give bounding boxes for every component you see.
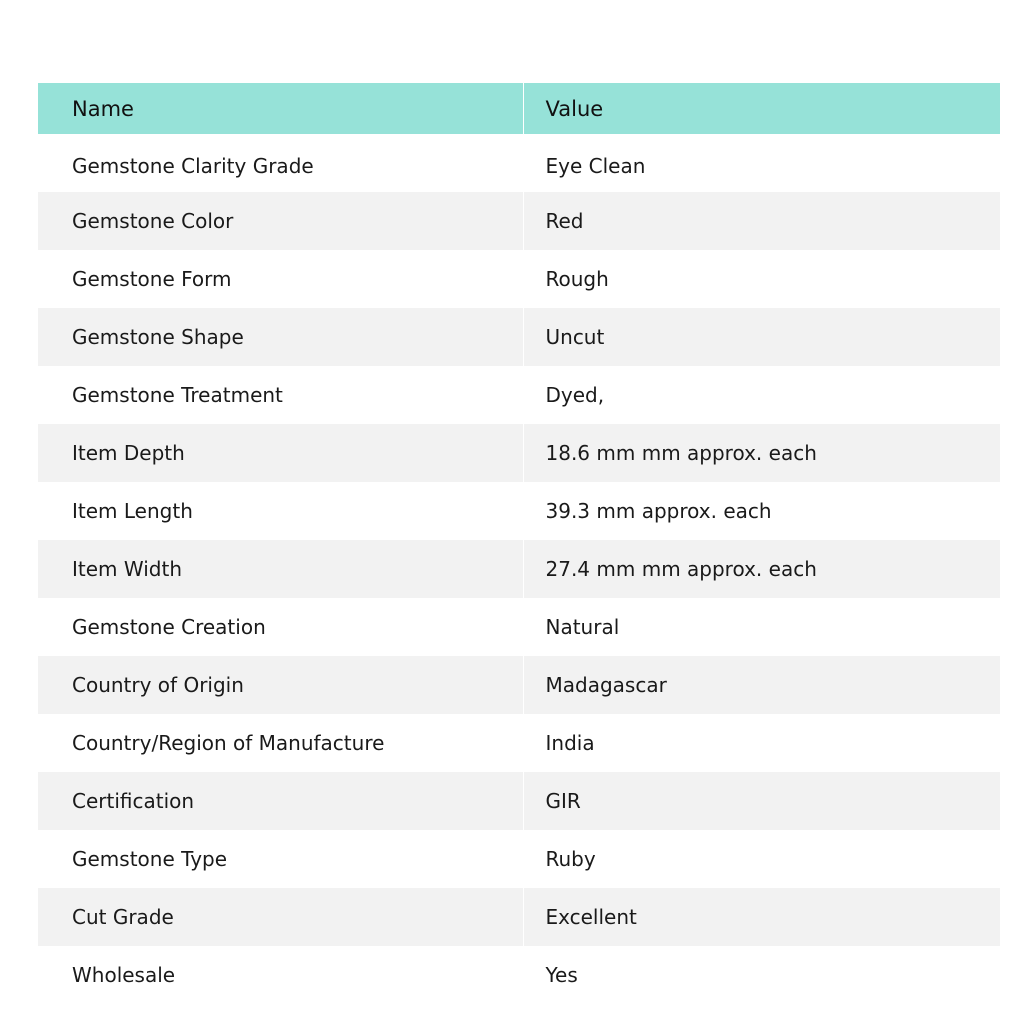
row-value-cell: 27.4 mm mm approx. each — [523, 540, 1000, 598]
column-header-name: Name — [72, 96, 134, 121]
row-value-cell: Rough — [523, 250, 1000, 308]
row-name-cell: Gemstone Form — [72, 267, 232, 291]
row-value-cell: Yes — [523, 946, 1000, 1004]
row-value-cell: India — [523, 714, 1000, 772]
specifications-table — [38, 83, 1000, 1004]
table-row — [38, 946, 1000, 1004]
row-name-cell: Certification — [72, 789, 195, 813]
table-row — [38, 540, 1000, 598]
row-value-cell: Red — [523, 192, 1000, 250]
specifications-table-container — [38, 83, 1000, 1004]
table-row — [38, 366, 1000, 424]
row-name-cell: Item Depth — [72, 441, 185, 465]
row-value-cell: Madagascar — [523, 656, 1000, 714]
row-name-cell: Gemstone Color — [72, 209, 234, 233]
table-row — [38, 830, 1000, 888]
row-name-cell: Cut Grade — [72, 905, 174, 929]
row-name-cell: Item Width — [72, 557, 182, 581]
table-row — [38, 250, 1000, 308]
row-value-cell: Natural — [523, 598, 1000, 656]
table-row — [38, 308, 1000, 366]
row-value-cell: Ruby — [523, 830, 1000, 888]
row-name-cell: Country/Region of Manufacture — [72, 731, 385, 755]
row-name-cell: Country of Origin — [72, 673, 244, 697]
table-body — [38, 134, 1000, 1004]
row-value-cell: 18.6 mm mm approx. each — [523, 424, 1000, 482]
row-value-cell: 39.3 mm approx. each — [523, 482, 1000, 540]
table-row — [38, 598, 1000, 656]
column-header-value: Value — [523, 83, 1000, 134]
table-row — [38, 424, 1000, 482]
row-name-cell: Gemstone Treatment — [72, 383, 283, 407]
row-name-cell: Gemstone Clarity Grade — [72, 154, 314, 178]
table-row — [38, 714, 1000, 772]
table-header — [38, 83, 1000, 134]
row-name-cell: Item Length — [72, 499, 193, 523]
row-value-cell: Eye Clean — [523, 134, 1000, 192]
row-value-cell: Dyed, — [523, 366, 1000, 424]
table-row — [38, 772, 1000, 830]
row-name-cell: Wholesale — [72, 963, 176, 987]
table-row — [38, 192, 1000, 250]
row-value-cell: GIR — [523, 772, 1000, 830]
table-row — [38, 888, 1000, 946]
row-value-cell: Excellent — [523, 888, 1000, 946]
row-name-cell: Gemstone Type — [72, 847, 228, 871]
row-name-cell: Gemstone Shape — [72, 325, 244, 349]
table-header-row — [38, 83, 1000, 134]
table-row — [38, 656, 1000, 714]
row-name-cell: Gemstone Creation — [72, 615, 266, 639]
table-row — [38, 134, 1000, 192]
row-value-cell: Uncut — [523, 308, 1000, 366]
table-row — [38, 482, 1000, 540]
